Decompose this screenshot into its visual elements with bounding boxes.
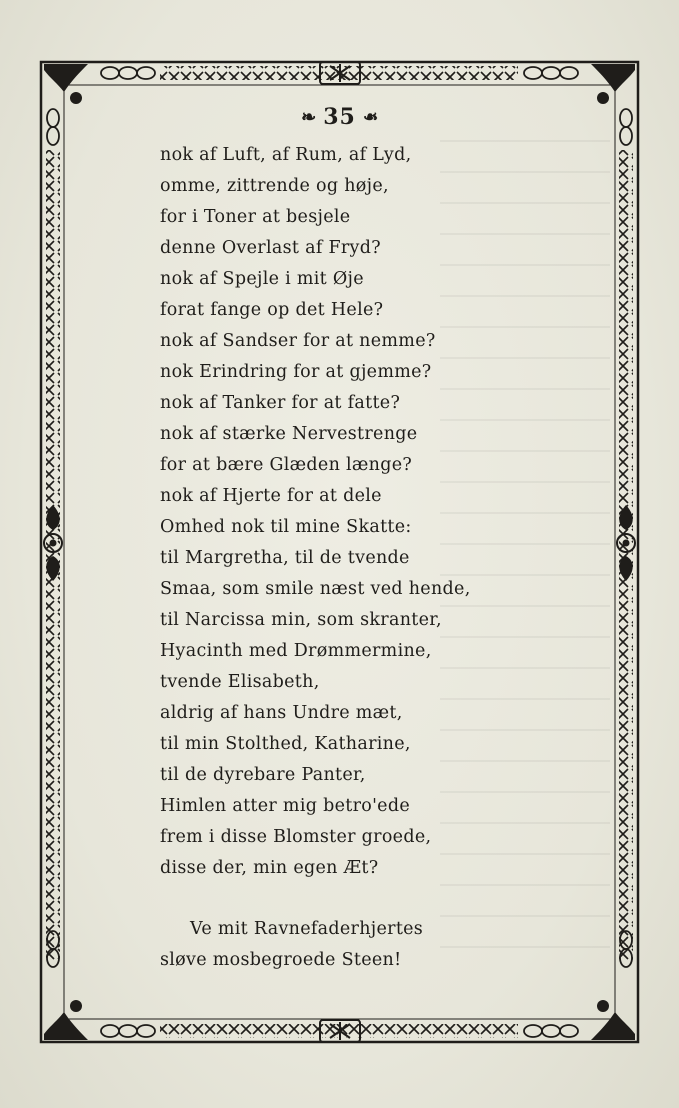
page-number — [0, 104, 679, 130]
poem-line: tvende Elisabeth, — [160, 672, 320, 692]
poem-line: nok af stærke Nervestrenge — [160, 424, 418, 444]
poem-line: denne Overlast af Fryd? — [160, 238, 381, 258]
poem-line: for i Toner at besjele — [160, 207, 351, 227]
poem-text — [160, 140, 500, 976]
poem-line: til Narcissa min, som skranter, — [160, 610, 442, 630]
poem-line: sløve mosbegroede Steen! — [160, 950, 402, 970]
stanza-break — [160, 884, 500, 914]
leaf-ornament-icon: ❧ — [361, 107, 378, 128]
page-number-text: 35 — [323, 104, 356, 130]
poem-line: nok Erindring for at gjemme? — [160, 362, 432, 382]
poem-line: til min Stolthed, Katharine, — [160, 734, 411, 754]
poem-line: nok af Hjerte for at dele — [160, 486, 382, 506]
poem-line: omme, zittrende og høje, — [160, 176, 389, 196]
poem-line: Omhed nok til mine Skatte: — [160, 517, 412, 537]
poem-line: for at bære Glæden længe? — [160, 455, 413, 475]
poem-line: nok af Tanker for at fatte? — [160, 393, 401, 413]
poem-line: Ve mit Ravnefaderhjertes — [190, 919, 424, 939]
poem-line: til Margretha, til de tvende — [160, 548, 410, 568]
poem-line: nok af Spejle i mit Øje — [160, 269, 364, 289]
poem-line: Himlen atter mig betro'ede — [160, 796, 410, 816]
poem-line: nok af Luft, af Rum, af Lyd, — [160, 145, 412, 165]
poem-line: Hyacinth med Drømmermine, — [160, 641, 432, 661]
poem-line: nok af Sandser for at nemme? — [160, 331, 436, 351]
poem-line: aldrig af hans Undre mæt, — [160, 703, 403, 723]
poem-line: frem i disse Blomster groede, — [160, 827, 432, 847]
poem-line: Smaa, som smile næst ved hende, — [160, 579, 471, 599]
poem-line: disse der, min egen Æt? — [160, 858, 379, 878]
leaf-ornament-icon: ❧ — [301, 107, 318, 128]
poem-line: til de dyrebare Panter, — [160, 765, 366, 785]
poem-line: forat fange op det Hele? — [160, 300, 384, 320]
